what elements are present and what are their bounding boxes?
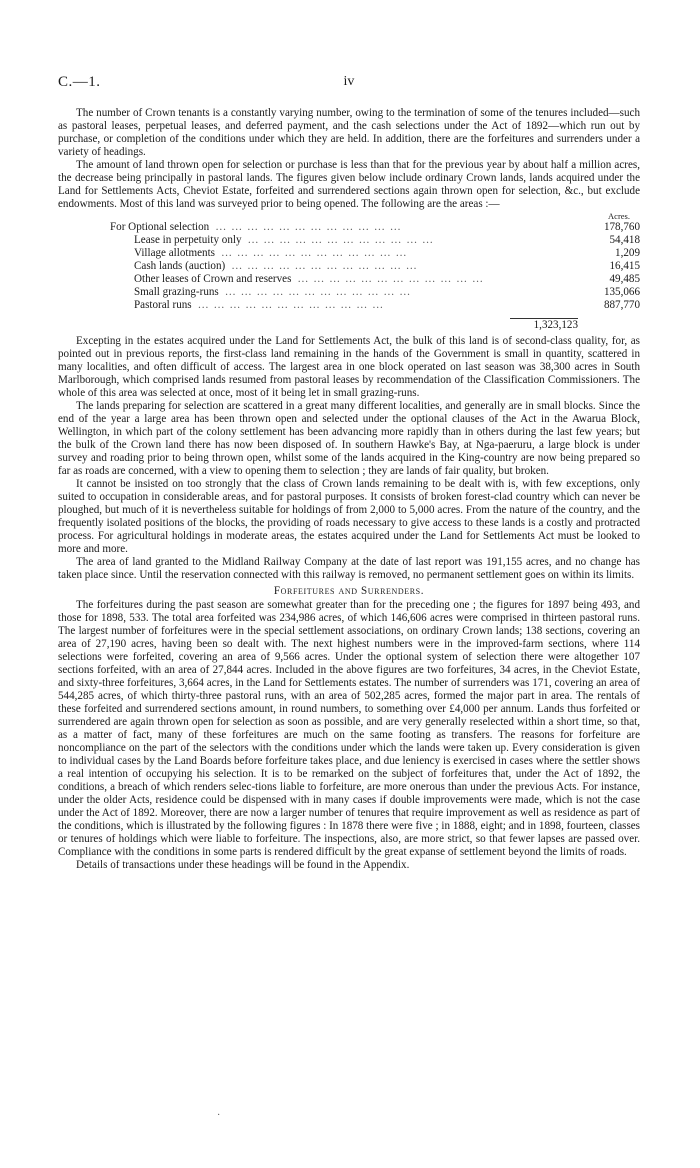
areas-total: 1,323,123 bbox=[533, 319, 578, 331]
row-label: Village allotments bbox=[134, 247, 215, 259]
row-label: Cash lands (auction) bbox=[134, 260, 226, 272]
paragraph-crown-lands-class: It cannot be insisted on too strongly that the class of Crown lands remaining to be dealt with is, with few exceptions, only suited to occupation in considerable areas, and for pastoral purposes. It consists of broken forest-clad country which can never be ploughed, but much of it is nevertheless suitable for holdings of from 2,000 to 5,000 acres. From the nature of the country, and the frequently isolated positions of the blocks, the providing of roads necessary to give access to these lands is a costly and protracted process. For agricultural holdings in moderate areas, the estates acquired under the Land for Settlements Act must be looked to more and more. bbox=[58, 478, 640, 555]
leader-dots bbox=[291, 273, 570, 286]
table-row bbox=[58, 273, 640, 286]
paragraph-land-thrown-open: The amount of land thrown open for selection or purchase is less than that for the previous year by about half a million acres, the decrease being principally in pastoral lands. The figures given below include ordinary Crown lands, lands acquired under the Land for Settlements Acts, Cheviot Estate, forfeited and surrendered sections again thrown open for selection, &c., but exclude endowments. Most of this land was surveyed prior to being opened. The following are the areas :— bbox=[58, 159, 640, 210]
table-row bbox=[58, 247, 640, 260]
section-heading: Forfeitures and Surrenders. bbox=[273, 585, 425, 597]
leader-dots bbox=[192, 299, 570, 312]
row-label: Lease in perpetuity only bbox=[134, 234, 242, 246]
leader-dots bbox=[225, 260, 570, 273]
leader-dots bbox=[219, 286, 570, 299]
leader-dots bbox=[215, 247, 570, 260]
table-row bbox=[58, 234, 640, 247]
areas-table bbox=[58, 211, 640, 333]
row-value: 1,209 bbox=[615, 247, 640, 259]
paragraph-land-quality: Excepting in the estates acquired under the Land for Settlements Act, the bulk of this land is of second-class quality, for, as pointed out in previous reports, the first-class land remaining in the hands of the Government is small in quantity, scattered in many localities, and often difficult of access. The largest area in one block operated on last season was 38,300 acres in South Marlborough, which comprised lands resumed from pastoral leases by recommendation of the Classification Commissioners. The whole of this area was selected at once, most of it being let in small grazing-runs. bbox=[58, 335, 640, 399]
row-value: 135,066 bbox=[603, 286, 640, 298]
row-value: 16,415 bbox=[609, 260, 640, 272]
table-row bbox=[58, 221, 640, 234]
table-row bbox=[58, 260, 640, 273]
row-value: 887,770 bbox=[603, 299, 640, 311]
table-row bbox=[58, 286, 640, 299]
row-label: For Optional selection bbox=[110, 221, 210, 233]
row-value: 54,418 bbox=[609, 234, 640, 246]
paragraph-crown-tenants: The number of Crown tenants is a constantly varying number, owing to the termination of some of the tenures included—such as pastoral leases, perpetual leases, and deferred payment, and the cash selections under the Act of 1892—which run out by purchase, or completion of the conditions under which they are held. In addition, there are the forfeitures and surrenders under a variety of headings. bbox=[58, 107, 640, 158]
paragraph-lands-preparing: The lands preparing for selection are scattered in a great many different localities, and generally are in small blocks. Since the end of the year a large area has been thrown open and selected under the optional clauses of the Act in the Awarua Block, Wellington, in which part of the colony settlement has been advancing more rapidly than in others during the last few years; but the bulk of the Crown land there has now been disposed of. In southern Hawke's Bay, at Nga-paeruru, a large block is under survey and roading prior to being thrown open, whilst some of the lands acquired in the King-country are now being prepared so far as roads are concerned, with a view to opening them to selection ; they are lands of fair quality, but broken. bbox=[58, 400, 640, 477]
row-label: Small grazing-runs bbox=[134, 286, 219, 298]
document-reference: C.—1. bbox=[58, 74, 101, 90]
row-value: 49,485 bbox=[609, 273, 640, 285]
paragraph-midland-railway: The area of land granted to the Midland Railway Company at the date of last report was 191,155 acres, and no change has taken place since. Until the reservation connected with this railway is removed, no permanent settlement goes on within its limits. bbox=[58, 556, 640, 581]
page-speck: · bbox=[217, 1110, 221, 1121]
row-label: Pastoral runs bbox=[134, 299, 192, 311]
paragraph-appendix-note: Details of transactions under these headings will be found in the Appendix. bbox=[76, 859, 410, 871]
document-body bbox=[58, 107, 640, 872]
paragraph-forfeitures: The forfeitures during the past season are somewhat greater than for the preceding one ; the figures for 1897 being 493, and those for 1898, 533. The total area forfeited was 234,986 acres, of which 146,606 acres were comprised in thirteen pastoral runs. The largest number of forfeitures were in the special settlement associations, on ordinary Crown lands; 138 sections, covering an area of 27,190 acres, having been so dealt with. The next highest numbers were in the improved-farm sections, where 114 selections were forfeited, covering an area of 9,566 acres. Under the optional system of selection there were altogether 107 sections forfeited, with an area of 27,844 acres. Included in the above figures are two forfeitures, 34 acres, in the Cheviot Estate, and sixty-three forfeitures, 3,664 acres, in the Land for Settlements estates. The number of surrenders was 171, covering an area of 544,285 acres, of which thirty-three pastoral runs, with an area of 502,285 acres, formed the major part in area. The rentals of these forfeited and surrendered sections amount, in round numbers, to something over £4,000 per annum. Lands thus forfeited or surrendered are again thrown open for selection as soon as possible, and are very generally reselected within a short time, so that, as a matter of fact, many of these forfeitures are much on the same footing as transfers. The reasons for forfeiture are noncompliance on the part of the selectors with the conditions under which the lands were taken up. Every consideration is given to individual cases by the Land Boards before forfeiture takes place, and due leniency is exercised in cases where the settler shows a real intention of occupying his selection. It is to be remarked on the subject of forfeitures that, under the Act of 1892, the conditions, a breach of which renders selec-tions liable to forfeiture, are more onerous than under the previous Acts. For instance, under the older Acts, residence could be dispensed with in many cases if double improvements were made, which is not the case under the Act of 1892. Moreover, there are now a larger number of tenures that require improvement as well as residence as part of the conditions, which is illustrated by the following figures : In 1878 there were five ; in 1888, eight; and in 1898, fourteen, classes or tenures of holdings which were liable to forfeiture. The inspections, also, are more strict, so that fewer lapses are passed over. Compliance with the conditions in some parts is rendered difficult by the great expanse of settlement beyond the limits of roads. bbox=[58, 599, 640, 858]
acres-column-header: Acres. bbox=[608, 211, 630, 221]
leader-dots bbox=[242, 234, 570, 247]
leader-dots bbox=[209, 221, 570, 234]
row-label: Other leases of Crown and reserves bbox=[134, 273, 292, 285]
table-row bbox=[58, 299, 640, 312]
page-header bbox=[58, 74, 640, 92]
page-number: iv bbox=[343, 74, 355, 89]
row-value: 178,760 bbox=[603, 221, 640, 233]
